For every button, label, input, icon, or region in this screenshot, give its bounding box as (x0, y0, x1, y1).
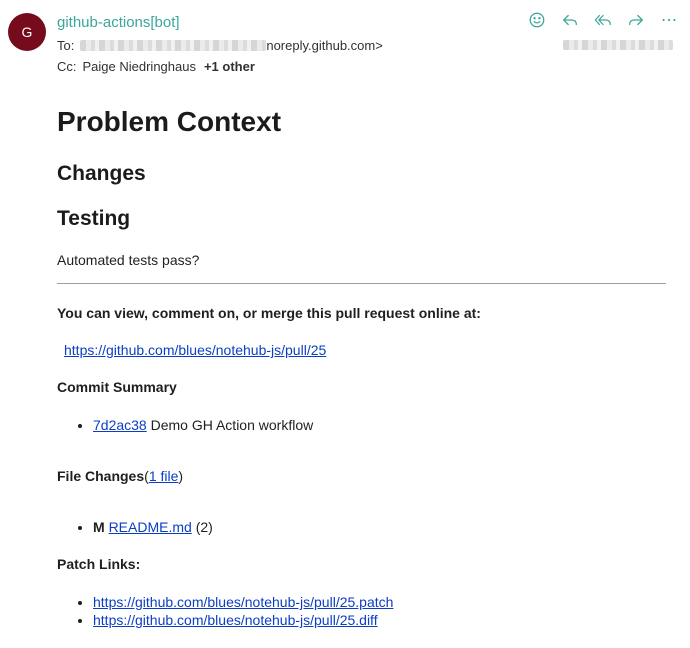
file-name-link[interactable]: README.md (108, 519, 192, 535)
reply-all-icon (594, 11, 612, 29)
to-address[interactable]: noreply.github.com> (266, 38, 383, 53)
smiley-icon (528, 11, 546, 29)
patch-links-list (75, 593, 393, 629)
sender-name[interactable]: github-actions[bot] (57, 14, 180, 31)
cc-label: Cc: (57, 59, 77, 74)
heading-testing: Testing (57, 207, 131, 230)
file-change-count: (2) (195, 519, 213, 535)
testing-text: Automated tests pass? (57, 252, 200, 268)
reply-icon (561, 11, 579, 29)
file-changes-label: File Changes (57, 468, 145, 484)
file-list (75, 518, 213, 536)
forward-button[interactable] (619, 10, 652, 30)
more-button[interactable] (652, 10, 685, 30)
avatar[interactable]: G (8, 13, 46, 51)
pull-request-link[interactable]: https://github.com/blues/notehub-js/pull/25 (64, 342, 327, 358)
forward-icon (627, 11, 645, 29)
patch-link[interactable]: https://github.com/blues/notehub-js/pull/25.patch (93, 594, 394, 610)
commit-sha-link[interactable]: 7d2ac38 (93, 417, 147, 433)
diff-link[interactable]: https://github.com/blues/notehub-js/pull/25.diff (93, 612, 378, 628)
file-changes-paren-open: ( (144, 468, 149, 484)
heading-changes: Changes (57, 162, 146, 185)
commit-list (75, 416, 313, 434)
commit-message: Demo GH Action workflow (150, 417, 314, 433)
to-line (57, 38, 383, 53)
divider (57, 283, 666, 284)
file-changes-link[interactable]: 1 file (148, 468, 179, 484)
patch-links-title: Patch Links: (57, 556, 141, 572)
cc-more-button[interactable]: +1 other (203, 59, 255, 74)
file-status: M (93, 519, 105, 535)
reply-all-button[interactable] (586, 10, 619, 30)
commit-summary-title: Commit Summary (57, 379, 177, 395)
redacted-date (563, 40, 673, 50)
view-pr-text: You can view, comment on, or merge this pull request online at: (57, 305, 481, 321)
reply-button[interactable] (553, 10, 586, 30)
heading-problem-context: Problem Context (57, 106, 282, 137)
list-item (93, 416, 313, 434)
list-item (93, 593, 393, 611)
more-icon (660, 11, 678, 29)
list-item (93, 611, 393, 629)
redacted-recipient (80, 40, 266, 51)
cc-line (57, 59, 255, 74)
list-item (93, 518, 213, 536)
react-button[interactable] (520, 10, 553, 30)
cc-recipient[interactable]: Paige Niedringhaus (82, 59, 196, 74)
message-toolbar (520, 10, 685, 30)
file-changes-paren-close: ) (178, 468, 184, 484)
to-label: To: (57, 38, 75, 53)
file-changes-title (57, 468, 183, 484)
